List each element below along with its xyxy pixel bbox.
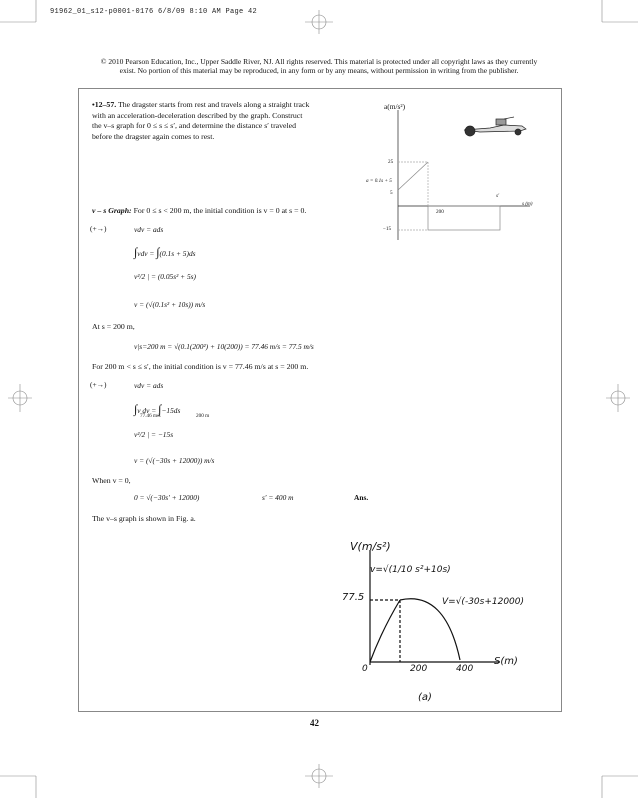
copyright-notice: [60, 57, 578, 75]
sketch-caption: (a): [418, 692, 432, 703]
eq-1: vdv = ads: [134, 225, 164, 234]
graph-note: The v–s graph is shown in Fig. a.: [92, 514, 196, 523]
tick-25: 25: [388, 159, 394, 165]
sketch-x200: 200: [410, 664, 428, 674]
sketch-curve2-label: V=√(-30s+12000): [442, 597, 525, 607]
eq-7-lower-2: 200 m: [196, 413, 210, 419]
arrow-tag-2: (+→): [90, 380, 107, 389]
sketch-peak-label: 77.5: [342, 592, 365, 603]
file-info-header: 91962_01_s12-p0001-0176 6/8/09 8:10 AM Page 42: [50, 8, 258, 16]
arrow-tag-1: (+→): [90, 224, 107, 233]
problem-number: •12–57.: [92, 100, 117, 109]
sketch-x-label: S(m): [494, 656, 518, 667]
eq-5: v|s=200 m = √(0.1(200²) + 10(200)) = 77.46 m/s = 77.5 m/s: [134, 342, 314, 351]
solution-intro: [92, 206, 372, 217]
at-s-text: At s = 200 m,: [92, 322, 135, 331]
answer-text: Ans.: [354, 493, 369, 502]
eq-7: ∫v dv = ∫−15ds: [134, 402, 181, 416]
eq-10-result: s′ = 400 m: [262, 493, 294, 502]
tick-sprime: s′: [496, 193, 500, 199]
tick-200: 200: [436, 209, 444, 215]
fig-y-label: a(m/s²): [384, 102, 406, 111]
eq-2-lhs: vdv =: [137, 249, 155, 258]
eq-4: v = (√(0.1s² + 10s)) m/s: [134, 300, 206, 309]
sketch-origin: 0: [362, 664, 368, 674]
eq-9: v = (√(−30s + 12000)) m/s: [134, 456, 215, 465]
velocity-sketch: [350, 540, 550, 700]
copyright-line-2: exist. No portion of this material may be reproduced, in any form or by any means, without permission in writing from the publisher.: [119, 66, 519, 75]
sketch-y-label: V(m/s²): [350, 540, 391, 553]
copyright-line-1: © 2010 Pearson Education, Inc., Upper Saddle River, NJ. All rights reserved. This material is protected under all copyright laws as they currently: [100, 57, 538, 66]
eq-7-rhs: −15ds: [161, 406, 181, 415]
eq-3-rhs: = (0.05s² + 5s): [150, 272, 197, 281]
eq-2-rhs: (0.1s + 5)ds: [159, 249, 196, 258]
eq-7-lhs: v dv =: [137, 406, 157, 415]
fig-x-label: s (m): [522, 201, 533, 207]
sketch-x400: 400: [456, 664, 474, 674]
acceleration-graph: [380, 110, 540, 250]
page-number: 42: [310, 718, 319, 728]
answer-label: [354, 493, 368, 502]
tick-m15: −15: [383, 226, 392, 232]
solution-heading: v – s Graph:: [92, 206, 132, 215]
line-label: a = 0.1s + 5: [366, 178, 392, 184]
problem-statement: [92, 100, 310, 142]
eq-3: v²/2 | = (0.05s² + 5s): [134, 272, 197, 281]
eq-7-lower-1: 77.46 m/s: [140, 413, 161, 419]
solution-intro-text: For 0 ≤ s < 200 m, the initial condition is v = 0 at s = 0.: [133, 206, 307, 215]
eq-8-rhs: = −15s: [150, 430, 174, 439]
range2-text: For 200 m < s ≤ s′, the initial condition is v = 77.46 m/s at s = 200 m.: [92, 362, 309, 371]
sketch-curve1-label: v=√(1/10 s²+10s): [370, 565, 451, 575]
eq-8: v²/2 | = −15s: [134, 430, 174, 439]
problem-text: The dragster starts from rest and travels along a straight track with an acceleration-deceleration described by the graph. Construct the v–s graph for 0 ≤ s ≤ s′, and determine the distance s′ traveled before the dragster again comes to rest.: [92, 100, 310, 141]
eq-10: 0 = √(−30s′ + 12000): [134, 493, 200, 502]
when-text: When v = 0,: [92, 476, 131, 485]
eq-6: vdv = ads: [134, 381, 164, 390]
eq-2: ∫vdv = ∫(0.1s + 5)ds: [134, 245, 196, 259]
tick-5: 5: [390, 190, 393, 196]
